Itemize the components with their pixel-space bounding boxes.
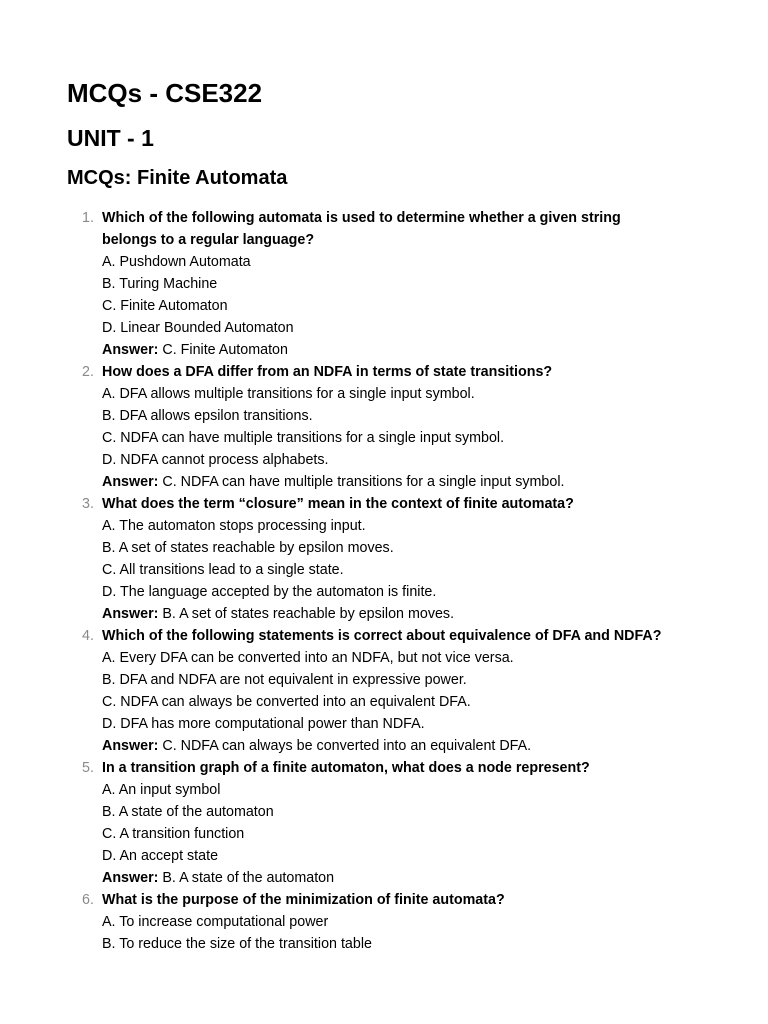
answer-option: A. To increase computational power	[102, 914, 329, 930]
document-title: MCQs - CSE322	[67, 78, 263, 108]
answer-option: B. To reduce the size of the transition table	[102, 936, 372, 952]
answer-option: C. NDFA can have multiple transitions for a single input symbol.	[102, 430, 505, 446]
answer-value: C. NDFA can always be converted into an equivalent DFA.	[162, 738, 532, 754]
question-text: Which of the following statements is correct about equivalence of DFA and NDFA?	[102, 628, 662, 644]
answer-option: A. Pushdown Automata	[102, 254, 251, 270]
question-item	[0, 207, 668, 361]
answer-label: Answer:	[102, 738, 159, 754]
question-item	[0, 493, 668, 625]
answer-option: C. All transitions lead to a single state.	[102, 562, 344, 578]
section-heading: MCQs: Finite Automata	[67, 167, 288, 189]
answer-value: C. NDFA can have multiple transitions for a single input symbol.	[162, 474, 565, 490]
answer-option: B. DFA allows epsilon transitions.	[102, 408, 313, 424]
question-number: 5.	[82, 760, 94, 776]
answer-value: B. A state of the automaton	[162, 870, 335, 886]
answer-line	[102, 735, 668, 757]
question-number: 6.	[82, 892, 94, 908]
answer-label: Answer:	[102, 870, 159, 886]
answer-value: C. Finite Automaton	[162, 342, 288, 358]
question-text: In a transition graph of a finite automaton, what does a node represent?	[102, 760, 590, 776]
question-number: 2.	[82, 364, 94, 380]
answer-option: B. Turing Machine	[102, 276, 218, 292]
question-item	[0, 625, 668, 757]
answer-option: A. Every DFA can be converted into an NDFA, but not vice versa.	[102, 650, 514, 666]
question-text: What is the purpose of the minimization of finite automata?	[102, 892, 505, 908]
answer-line	[102, 603, 668, 625]
question-item	[0, 361, 668, 493]
answer-option: D. DFA has more computational power than NDFA.	[102, 716, 425, 732]
question-number: 1.	[82, 210, 94, 226]
answer-line	[102, 339, 668, 361]
answer-line	[102, 471, 668, 493]
question-item	[0, 757, 668, 889]
question-text: How does a DFA differ from an NDFA in terms of state transitions?	[102, 364, 553, 380]
answer-label: Answer:	[102, 474, 159, 490]
question-text: What does the term “closure” mean in the context of finite automata?	[102, 496, 574, 512]
answer-label: Answer:	[102, 606, 159, 622]
answer-option: D. NDFA cannot process alphabets.	[102, 452, 329, 468]
question-number: 4.	[82, 628, 94, 644]
answer-option: D. An accept state	[102, 848, 219, 864]
answer-option: C. NDFA can always be converted into an equivalent DFA.	[102, 694, 471, 710]
answer-option: A. DFA allows multiple transitions for a single input symbol.	[102, 386, 475, 402]
answer-option: D. The language accepted by the automaton is finite.	[102, 584, 437, 600]
answer-option: C. Finite Automaton	[102, 298, 228, 314]
answer-value: B. A set of states reachable by epsilon moves.	[162, 606, 455, 622]
question-list	[0, 207, 768, 955]
question-item	[0, 889, 668, 955]
question-number: 3.	[82, 496, 94, 512]
answer-option: A. An input symbol	[102, 782, 221, 798]
answer-label: Answer:	[102, 342, 159, 358]
answer-option: B. A set of states reachable by epsilon moves.	[102, 540, 394, 556]
answer-option: D. Linear Bounded Automaton	[102, 320, 294, 336]
answer-option: B. A state of the automaton	[102, 804, 274, 820]
answer-option: B. DFA and NDFA are not equivalent in expressive power.	[102, 672, 467, 688]
answer-line	[102, 867, 668, 889]
answer-option: A. The automaton stops processing input.	[102, 518, 366, 534]
answer-option: C. A transition function	[102, 826, 245, 842]
question-text: Which of the following automata is used to determine whether a given string belongs to a regular language?	[102, 210, 621, 248]
unit-heading: UNIT - 1	[67, 125, 154, 151]
